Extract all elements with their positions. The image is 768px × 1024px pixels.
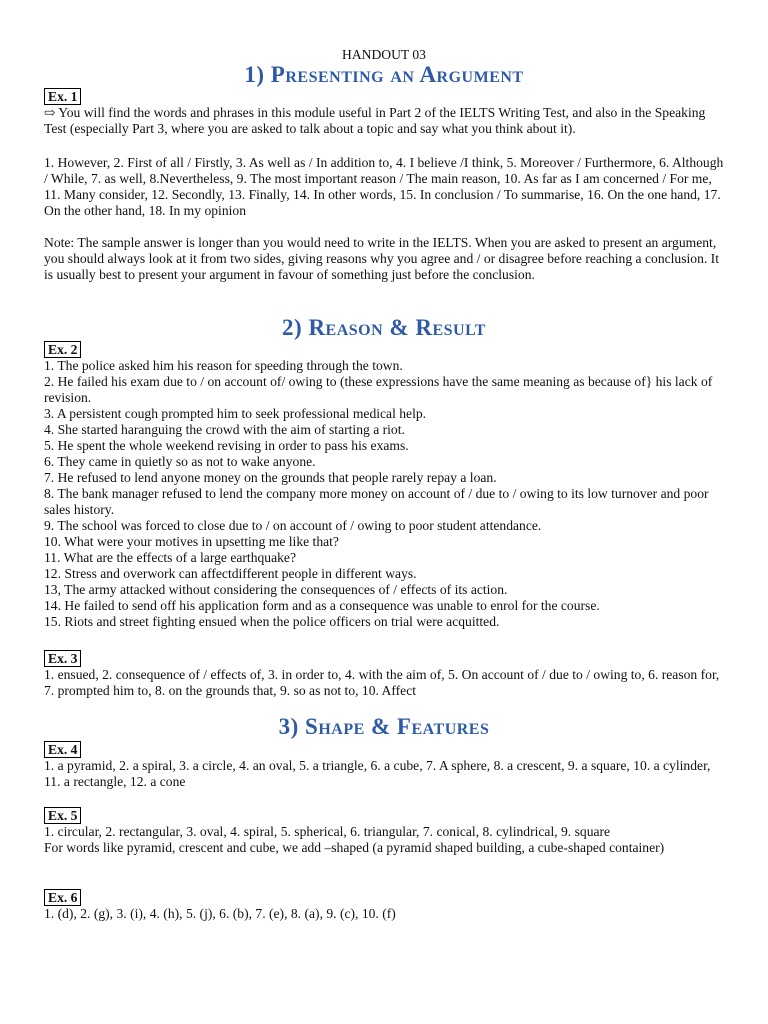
answer-line: 8. The bank manager refused to lend the company more money on account of / due to / owing to its low turnover and poor sales history. [44, 486, 709, 517]
answer-line: 15. Riots and street fighting ensued when the police officers on trial were acquitted. [44, 614, 500, 629]
answer-line: 5. He spent the whole weekend revising in order to pass his exams. [44, 438, 409, 453]
section-heading-reason-result: 2) Reason & Result [282, 315, 486, 340]
exercise-label: Ex. 4 [44, 741, 81, 758]
section-heading-presenting-argument: 1) Presenting an Argument [244, 62, 524, 87]
answer-line: 13, The army attacked without considering the consequences of / effects of its action. [44, 582, 508, 597]
answer-line: 1. (d), 2. (g), 3. (i), 4. (h), 5. (j), 6. (b), 7. (e), 8. (a), 9. (c), 10. (f) [44, 906, 396, 921]
exercise-1-answers [44, 155, 724, 219]
answer-list: 1. However, 2. First of all / Firstly, 3. As well as / In addition to, 4. I believe /I think, 5. Moreover / Furthermore, 6. Although / While, 7. as well, 8.Nevertheless, 9. The most important reason / The main reason, 10. As far as I am concerned / For me, 11. Many consider, 12. Secondly, 13. Finally, 14. In other words, 15. In conclusion / To summarise, 16. On the one hand, 17. On the other hand, 18. In my opinion [44, 155, 724, 218]
exercise-label: Ex. 6 [44, 889, 81, 906]
answer-line: 3. A persistent cough prompted him to seek professional medical help. [44, 406, 427, 421]
answer-line: 1. The police asked him his reason for speeding through the town. [44, 358, 403, 373]
answer-line: 7. He refused to lend anyone money on the grounds that people rarely repay a loan. [44, 470, 497, 485]
answer-line: 1. a pyramid, 2. a spiral, 3. a circle, 4. an oval, 5. a triangle, 6. a cube, 7. A sphere, 8. a crescent, 9. a square, 10. a cylinder, 11. a rectangle, 12. a cone [44, 758, 711, 789]
handout-number: HANDOUT 03 [342, 47, 426, 62]
answer-line: 1. circular, 2. rectangular, 3. oval, 4. spiral, 5. spherical, 6. triangular, 7. conical, 8. cylindrical, 9. square [44, 824, 611, 839]
answer-line: 9. The school was forced to close due to / on account of / owing to poor student attendance. [44, 518, 542, 533]
section-heading-shape-features: 3) Shape & Features [278, 714, 490, 739]
exercise-5 [44, 807, 724, 856]
answer-line: 14. He failed to send off his application form and as a consequence was unable to enrol for the course. [44, 598, 600, 613]
exercise-label: Ex. 5 [44, 807, 81, 824]
exercise-label: Ex. 3 [44, 650, 81, 667]
exercise-1 [44, 88, 724, 137]
answer-line: 10. What were your motives in upsetting me like that? [44, 534, 339, 549]
answer-line: 4. She started haranguing the crowd with the aim of starting a riot. [44, 422, 405, 437]
exercise-1-note [44, 235, 724, 283]
exercise-4 [44, 741, 724, 790]
answer-line: 2. He failed his exam due to / on account of/ owing to (these expressions have the same meaning as because of} his lack of revision. [44, 374, 713, 405]
exercise-label: Ex. 2 [44, 341, 81, 358]
exercise-label: Ex. 1 [44, 88, 81, 105]
intro-paragraph: ⇨ You will find the words and phrases in this module useful in Part 2 of the IELTS Writing Test, and also in the Speaking Test (especially Part 3, where you are asked to talk about a topic and say what you think about it). [44, 105, 706, 136]
answer-line: 12. Stress and overwork can affectdifferent people in different ways. [44, 566, 417, 581]
exercise-3 [44, 650, 724, 699]
answer-line: For words like pyramid, crescent and cube, we add –shaped (a pyramid shaped building, a cube-shaped container) [44, 840, 665, 855]
exercise-6 [44, 889, 724, 922]
answer-line: 11. What are the effects of a large earthquake? [44, 550, 296, 565]
exercise-2 [44, 341, 724, 630]
answer-line: 6. They came in quietly so as not to wake anyone. [44, 454, 316, 469]
note-paragraph: Note: The sample answer is longer than you would need to write in the IELTS. When you are asked to present an argument, you should always look at it from two sides, giving reasons why you agree and / or disagree before reaching a conclusion. It is usually best to present your argument in favour of something just before the conclusion. [44, 235, 719, 282]
answer-line: 1. ensued, 2. consequence of / effects of, 3. in order to, 4. with the aim of, 5. On account of / due to / owing to, 6. reason for, 7. prompted him to, 8. on the grounds that, 9. so as not to, 10. Affect [44, 667, 720, 698]
